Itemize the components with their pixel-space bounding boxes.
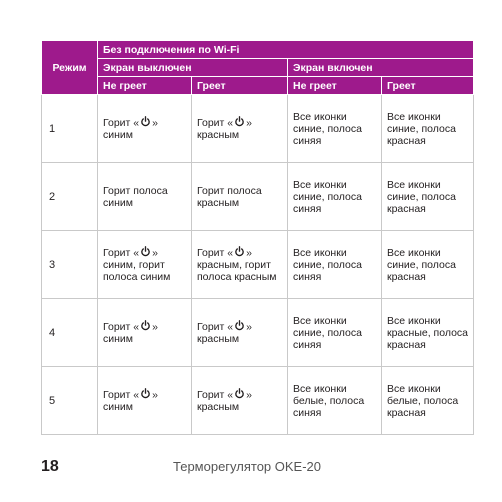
screen-on-heating-cell: Все иконки красные, полоса красная — [382, 299, 474, 367]
cell-text-after: » красным, горит полоса красным — [197, 247, 277, 283]
screen-off-header: Экран выключен — [98, 59, 288, 77]
page-footer — [41, 458, 473, 476]
no-wifi-header: Без подключения по Wi-Fi — [98, 41, 474, 59]
mode-number: 4 — [42, 299, 98, 367]
mode-number: 1 — [42, 95, 98, 163]
screen-off-not-heating-header: Не греет — [98, 77, 192, 95]
screen-on-not-heating-cell: Все иконки синие, полоса синяя — [288, 231, 382, 299]
screen-off-not-heating-cell — [98, 367, 192, 435]
screen-on-not-heating-cell: Все иконки синие, полоса синяя — [288, 95, 382, 163]
power-icon — [234, 388, 245, 399]
cell-text-after: » синим — [103, 321, 158, 345]
table-row — [42, 299, 474, 367]
screen-off-heating-cell — [192, 299, 288, 367]
document-title: Терморегулятор OKE-20 — [173, 459, 322, 474]
cell-text-after: » красным — [197, 389, 252, 413]
table-row — [42, 231, 474, 299]
cell-text-after: » синим — [103, 117, 158, 141]
mode-number: 3 — [42, 231, 98, 299]
power-icon — [140, 320, 151, 331]
screen-off-heating-cell: Горит полоса красным — [192, 163, 288, 231]
screen-off-heating-cell — [192, 231, 288, 299]
mode-table — [41, 40, 474, 435]
cell-text-before: Горит « — [103, 247, 140, 259]
screen-off-heating-header: Греет — [192, 77, 288, 95]
screen-off-not-heating-cell: Горит полоса синим — [98, 163, 192, 231]
screen-on-not-heating-header: Не греет — [288, 77, 382, 95]
screen-off-heating-cell — [192, 95, 288, 163]
screen-on-heating-header: Греет — [382, 77, 474, 95]
screen-off-not-heating-cell — [98, 95, 192, 163]
screen-on-not-heating-cell: Все иконки белые, полоса синяя — [288, 367, 382, 435]
power-icon — [140, 116, 151, 127]
mode-column-header: Режим — [42, 41, 98, 95]
cell-text-after: » красным — [197, 321, 252, 345]
screen-off-not-heating-cell — [98, 231, 192, 299]
screen-on-heating-cell: Все иконки синие, полоса красная — [382, 163, 474, 231]
screen-on-header: Экран включен — [288, 59, 474, 77]
mode-number: 2 — [42, 163, 98, 231]
cell-text-before: Горит « — [197, 389, 234, 401]
screen-on-not-heating-cell: Все иконки синие, полоса синяя — [288, 299, 382, 367]
cell-text-after: » синим, горит полоса синим — [103, 247, 171, 283]
power-icon — [140, 388, 151, 399]
cell-text-before: Горит « — [197, 247, 234, 259]
cell-text-before: Горит « — [103, 117, 140, 129]
page-number: 18 — [41, 458, 59, 475]
table-row — [42, 367, 474, 435]
screen-on-heating-cell: Все иконки синие, полоса красная — [382, 95, 474, 163]
cell-text-before: Горит « — [197, 117, 234, 129]
table-row — [42, 163, 474, 231]
power-icon — [140, 246, 151, 257]
power-icon — [234, 116, 245, 127]
screen-off-heating-cell — [192, 367, 288, 435]
screen-on-not-heating-cell: Все иконки синие, полоса синяя — [288, 163, 382, 231]
cell-text-after: » синим — [103, 389, 158, 413]
table-header — [42, 41, 474, 95]
cell-text-before: Горит « — [197, 321, 234, 333]
cell-text-before: Горит « — [103, 321, 140, 333]
screen-on-heating-cell: Все иконки синие, полоса красная — [382, 231, 474, 299]
cell-text-after: » красным — [197, 117, 252, 141]
screen-on-heating-cell: Все иконки белые, полоса красная — [382, 367, 474, 435]
table-body — [42, 95, 474, 435]
power-icon — [234, 246, 245, 257]
table-row — [42, 95, 474, 163]
cell-text-before: Горит « — [103, 389, 140, 401]
power-icon — [234, 320, 245, 331]
screen-off-not-heating-cell — [98, 299, 192, 367]
mode-number: 5 — [42, 367, 98, 435]
